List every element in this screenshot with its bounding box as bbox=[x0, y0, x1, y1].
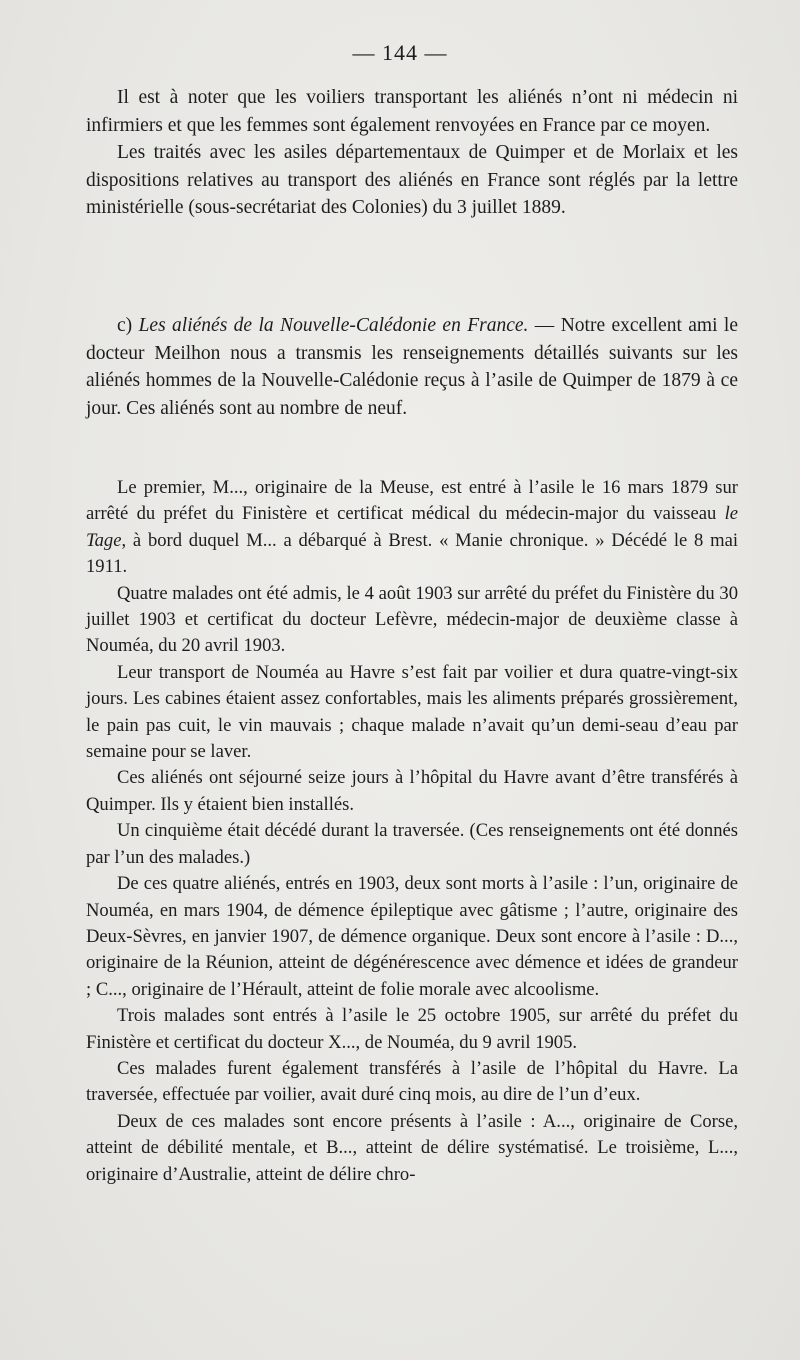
section-case-details bbox=[86, 475, 738, 1188]
paragraph: Ces malades furent également transférés à l’asile de l’hôpital du Havre. La traversée, effectuée par voilier, avait duré cinq mois, au dire de l’un d’eux. bbox=[86, 1057, 738, 1106]
paragraph: Il est à noter que les voiliers transportant les aliénés n’ont ni médecin ni infirmiers et que les femmes sont également renvoyées en France par ce moyen. bbox=[86, 87, 738, 136]
section-intro-paragraph bbox=[86, 312, 738, 422]
section-heading: Les aliénés de la Nouvelle-Calédonie en France. bbox=[138, 315, 529, 336]
paragraph: De ces quatre aliénés, entrés en 1903, deux sont morts à l’asile : l’un, originaire de Nouméa, en mars 1904, de démence épileptique avec gâtisme ; l’autre, originaire des Deux-Sèvres, en janvier 1907, de démence organique. Deux sont encore à l’asile : D..., originaire de la Réunion, atteint de dégénérescence avec démence et idées de grandeur ; C..., originaire de l’Hérault, atteint de folie morale avec alcoolisme. bbox=[86, 873, 738, 1000]
paragraph: Leur transport de Nouméa au Havre s’est fait par voilier et dura quatre-vingt-six jours. Les cabines étaient assez confortables, mais les aliments préparés grossièrement, le pain pas cuit, le vin mauvais ; chaque malade n’avait qu’un demi-seau d’eau par semaine pour se laver. bbox=[86, 661, 738, 763]
text-run: Le premier, M..., originaire de la Meuse, est entré à l’asile le 16 mars 1879 sur arrêté du préfet du Finistère et certificat médical du médecin-major du vaisseau bbox=[86, 477, 738, 525]
paragraph: Un cinquième était décédé durant la traversée. (Ces renseignements ont été donnés par l’un des malades.) bbox=[86, 820, 738, 868]
paragraph: Trois malades sont entrés à l’asile le 25 octobre 1905, sur arrêté du préfet du Finistère et certificat du docteur X..., de Nouméa, du 9 avril 1905. bbox=[86, 1005, 738, 1053]
section-transport-notes bbox=[86, 84, 738, 222]
page-number: — 144 — bbox=[352, 40, 448, 65]
paragraph bbox=[86, 475, 738, 581]
paragraph: Les traités avec les asiles départementaux de Quimper et de Morlaix et les dispositions relatives au transport des aliénés en France sont réglés par la lettre ministérielle (sous-secrétariat des Colonies) du 3 juillet 1889. bbox=[86, 142, 738, 218]
paragraph: Ces aliénés ont séjourné seize jours à l’hôpital du Havre avant d’être transférés à Quimper. Ils y étaient bien installés. bbox=[86, 767, 738, 815]
section-intro-text: — Notre excellent ami le docteur Meilhon nous a transmis les renseignements détaillés suivants sur les aliénés hommes de la Nouvelle-Calédonie reçus à l’asile de Quimper de 1879 à ce jour. Ces aliénés sont au nombre de neuf. bbox=[86, 315, 738, 419]
text-run: , à bord duquel M... a débarqué à Brest. « Manie chronique. » Décédé le 8 mai 1911. bbox=[86, 529, 738, 578]
section-prefix: c) bbox=[117, 315, 139, 336]
section-nouvelle-caledonie bbox=[86, 312, 738, 422]
paragraph: Quatre malades ont été admis, le 4 août 1903 sur arrêté du préfet du Finistère du 30 juillet 1903 et certificat du docteur Lefèvre, médecin-major de deuxième classe à Nouméa, du 20 avril 1903. bbox=[86, 582, 738, 657]
paragraph: Deux de ces malades sont encore présents à l’asile : A..., originaire de Corse, atteint de débilité mentale, et B..., atteint de délire systématisé. Le troisième, L..., originaire d’Australie, atteint de délire chro- bbox=[86, 1110, 738, 1185]
ship-name: le Tage bbox=[86, 503, 738, 551]
